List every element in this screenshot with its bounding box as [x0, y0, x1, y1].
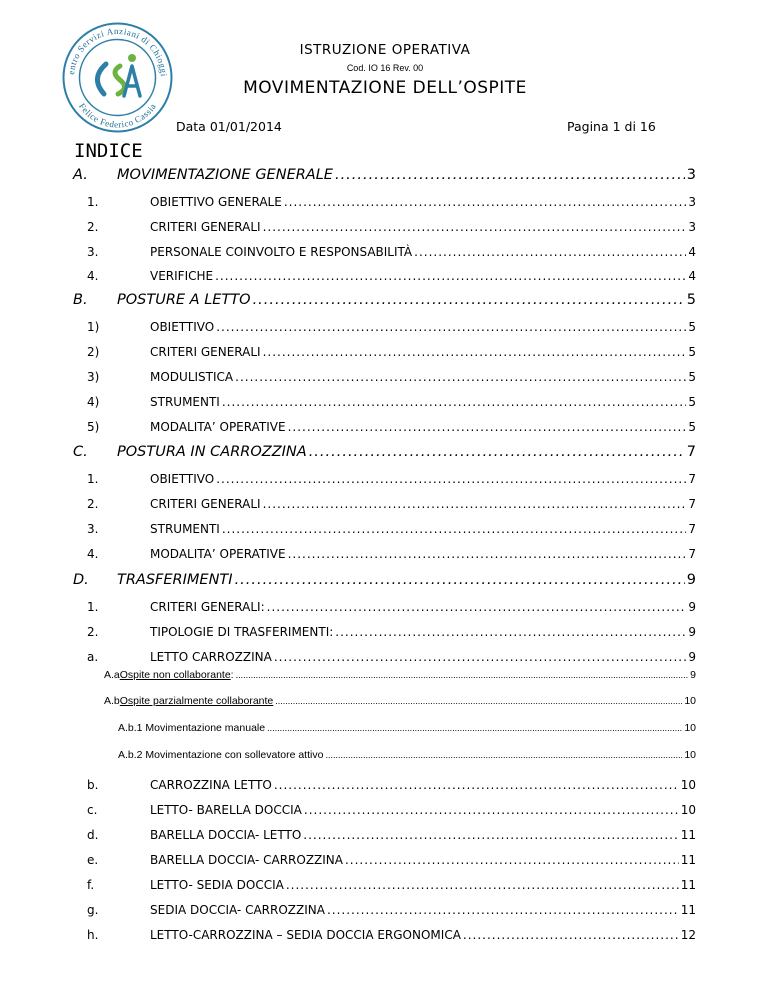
toc-page-number: 9 [690, 669, 696, 681]
toc-page-number: 11 [680, 878, 696, 892]
toc-entry[interactable] [73, 928, 696, 948]
toc-entry[interactable] [73, 853, 696, 873]
toc-page-number: 11 [680, 828, 696, 842]
toc-label: TRASFERIMENTI [117, 572, 233, 588]
toc-label: CRITERI GENERALI [150, 220, 261, 234]
toc-entry[interactable] [73, 320, 696, 340]
toc-label: STRUMENTI [150, 522, 220, 536]
toc-entry[interactable] [73, 803, 696, 823]
toc-subentry[interactable] [118, 749, 696, 769]
toc-number: 2. [87, 220, 99, 234]
toc-entry[interactable] [73, 245, 696, 265]
toc-entry[interactable] [73, 828, 696, 848]
toc-leader [414, 245, 686, 259]
toc-leader [335, 625, 686, 639]
index-title: INDICE [74, 140, 143, 162]
toc-leader [216, 472, 686, 486]
toc-page-number: 5 [688, 370, 696, 384]
toc-page-number: 12 [680, 928, 696, 942]
institution-logo [60, 20, 175, 135]
toc-leader [263, 497, 687, 511]
toc-label: MODULISTICA [150, 370, 234, 384]
toc-number: 2. [87, 497, 99, 511]
toc-label: LETTO- SEDIA DOCCIA [150, 878, 284, 892]
toc-page-number: 9 [688, 625, 696, 639]
toc-entry[interactable] [73, 625, 696, 645]
toc-leader [236, 670, 689, 680]
toc-leader [274, 778, 679, 792]
toc-leader [304, 803, 679, 817]
toc-entry[interactable] [73, 522, 696, 542]
toc-number: d. [87, 828, 99, 842]
toc-page-number: 7 [688, 522, 696, 536]
toc-label: SEDIA DOCCIA- CARROZZINA [150, 903, 325, 917]
toc-number: g. [87, 903, 99, 917]
toc-number: 4) [87, 395, 100, 409]
toc-label: MOVIMENTAZIONE GENERALE [117, 167, 333, 183]
toc-page-number: 7 [688, 547, 696, 561]
toc-label: POSTURE A LETTO [117, 292, 251, 308]
toc-number: 1) [87, 320, 100, 334]
toc-entry[interactable] [73, 269, 696, 289]
toc-number: a. [87, 650, 99, 664]
document-date: Data 01/01/2014 [176, 119, 282, 134]
toc-entry[interactable] [73, 650, 696, 670]
toc-page-number: 10 [684, 722, 696, 734]
toc-entry[interactable] [73, 420, 696, 440]
toc-label: LETTO- BARELLA DOCCIA [150, 803, 302, 817]
toc-page-number: 4 [688, 245, 696, 259]
toc-number: A. [73, 167, 88, 183]
toc-page-number: 10 [684, 695, 696, 707]
toc-label: STRUMENTI [150, 395, 220, 409]
toc-leader [267, 600, 687, 614]
toc-subentry[interactable] [104, 695, 696, 715]
toc-entry-section-c[interactable] [73, 444, 696, 464]
toc-number: A.b [104, 695, 120, 707]
toc-entry[interactable] [73, 345, 696, 365]
toc-number: D. [73, 572, 89, 588]
toc-entry[interactable] [73, 370, 696, 390]
toc-entry[interactable] [73, 220, 696, 240]
toc-leader [345, 853, 679, 867]
document-code: Cod. IO 16 Rev. 00 [346, 63, 424, 73]
toc-page-number: 5 [688, 395, 696, 409]
toc-leader [253, 292, 685, 308]
toc-label: BARELLA DOCCIA- CARROZZINA [150, 853, 343, 867]
toc-label: A.b.2 Movimentazione con sollevatore attivo [118, 749, 324, 761]
toc-entry-section-b[interactable] [73, 292, 696, 312]
toc-leader [288, 547, 687, 561]
toc-leader [235, 370, 686, 384]
toc-label: POSTURA IN CARROZZINA [117, 444, 307, 460]
toc-page-number: 3 [688, 220, 696, 234]
toc-number: 4. [87, 269, 99, 283]
toc-entry[interactable] [73, 903, 696, 923]
toc-number: 5) [87, 420, 100, 434]
toc-number: 1. [87, 472, 99, 486]
toc-number: 2) [87, 345, 100, 359]
toc-page-number: 3 [688, 195, 696, 209]
toc-entry[interactable] [73, 878, 696, 898]
toc-number: A.a [104, 669, 120, 681]
toc-label: Ospite non collaborante [119, 669, 231, 681]
toc-entry[interactable] [73, 395, 696, 415]
toc-page-number: 5 [688, 345, 696, 359]
toc-page-number: 10 [680, 778, 696, 792]
toc-page-number: 7 [686, 444, 696, 460]
toc-label: LETTO-CARROZZINA – SEDIA DOCCIA ERGONOMICA [150, 928, 461, 942]
toc-leader [235, 572, 685, 588]
toc-number: C. [73, 444, 88, 460]
toc-leader [284, 195, 687, 209]
toc-label: VERIFICHE [150, 269, 214, 283]
toc-number: c. [87, 803, 98, 817]
toc-entry-section-a[interactable] [73, 167, 696, 187]
toc-number: 3) [87, 370, 100, 384]
toc-label: MODALITA’ OPERATIVE [150, 547, 286, 561]
toc-label: BARELLA DOCCIA- LETTO [150, 828, 302, 842]
toc-leader [267, 723, 682, 733]
toc-label: OBIETTIVO [150, 320, 215, 334]
toc-leader [309, 444, 685, 460]
toc-number: h. [87, 928, 99, 942]
toc-leader [263, 345, 687, 359]
toc-leader [222, 522, 687, 536]
toc-page-number: 5 [688, 320, 696, 334]
toc-page-number: 7 [688, 497, 696, 511]
toc-page-number: 11 [680, 903, 696, 917]
toc-number: b. [87, 778, 99, 792]
page-indicator: Pagina 1 di 16 [567, 119, 656, 134]
document-heading: MOVIMENTAZIONE DELL’OSPITE [243, 78, 527, 98]
toc-number: e. [87, 853, 99, 867]
toc-leader [288, 420, 687, 434]
toc-entry[interactable] [73, 778, 696, 798]
toc-leader [274, 650, 687, 664]
document-type: ISTRUZIONE OPERATIVA [299, 42, 471, 58]
toc-label: CRITERI GENERALI: [150, 600, 265, 614]
toc-label: LETTO CARROZZINA [150, 650, 272, 664]
toc-leader [325, 750, 682, 760]
toc-leader [222, 395, 687, 409]
toc-label: Ospite parzialmente collaborante [119, 695, 274, 707]
toc-entry-section-d[interactable] [73, 572, 696, 592]
toc-page-number: 11 [680, 853, 696, 867]
toc-number: 4. [87, 547, 99, 561]
toc-number: 1. [87, 600, 99, 614]
toc-number: 3. [87, 522, 99, 536]
toc-page-number: 9 [686, 572, 696, 588]
toc-number: 2. [87, 625, 99, 639]
toc-label: CRITERI GENERALI [150, 345, 261, 359]
toc-number: B. [73, 292, 88, 308]
toc-leader [263, 220, 687, 234]
toc-page-number: 5 [688, 420, 696, 434]
toc-subentry[interactable] [118, 722, 696, 742]
toc-label-suffix: : [230, 669, 234, 681]
toc-leader [286, 878, 679, 892]
toc-subentry[interactable] [104, 669, 696, 689]
toc-page-number: 9 [688, 650, 696, 664]
toc-entry[interactable] [73, 547, 696, 567]
toc-leader [335, 167, 685, 183]
toc-page-number: 7 [688, 472, 696, 486]
toc-entry[interactable] [73, 472, 696, 492]
toc-leader [327, 903, 679, 917]
toc-label: OBIETTIVO GENERALE [150, 195, 282, 209]
logo-ring-top-text: entro Servizi Anziani di Chioggi [66, 25, 170, 78]
toc-label: OBIETTIVO [150, 472, 215, 486]
toc-page-number: 9 [688, 600, 696, 614]
toc-number: 3. [87, 245, 99, 259]
toc-leader [463, 928, 679, 942]
toc-leader [275, 696, 682, 706]
toc-entry[interactable] [73, 497, 696, 517]
toc-label: MODALITA’ OPERATIVE [150, 420, 286, 434]
toc-label: A.b.1 Movimentazione manuale [118, 722, 266, 734]
toc-page-number: 4 [688, 269, 696, 283]
toc-label: CRITERI GENERALI [150, 497, 261, 511]
toc-leader [216, 320, 686, 334]
toc-entry[interactable] [73, 600, 696, 620]
toc-label: TIPOLOGIE DI TRASFERIMENTI: [150, 625, 334, 639]
toc-leader [215, 269, 686, 283]
toc-number: f. [87, 878, 95, 892]
toc-label: PERSONALE COINVOLTO E RESPONSABILITÀ [150, 245, 413, 259]
toc-page-number: 5 [686, 292, 696, 308]
toc-page-number: 10 [680, 803, 696, 817]
logo-ring-bottom-text: Felice Federico Cassia [77, 101, 158, 130]
toc-number: 1. [87, 195, 99, 209]
toc-leader [303, 828, 678, 842]
toc-label: CARROZZINA LETTO [150, 778, 272, 792]
toc-page-number: 3 [686, 167, 696, 183]
toc-entry[interactable] [73, 195, 696, 215]
toc-page-number: 10 [684, 749, 696, 761]
